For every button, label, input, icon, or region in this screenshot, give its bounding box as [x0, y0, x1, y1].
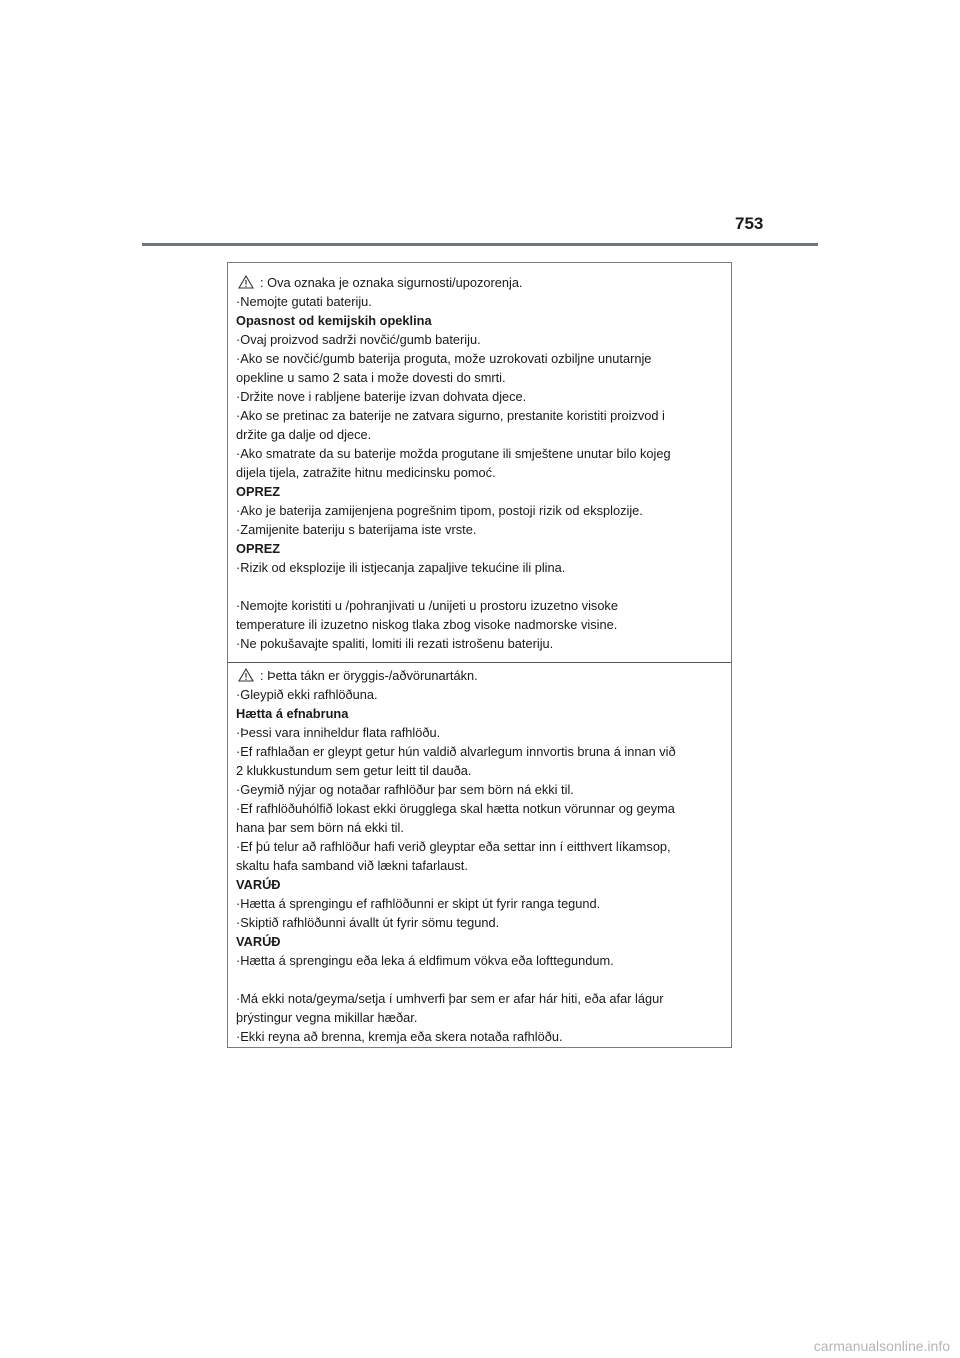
warning-line-text: VARÚÐ	[236, 934, 281, 949]
warning-line-text: ·Gleypið ekki rafhlöðuna.	[236, 687, 378, 702]
warning-line	[236, 425, 371, 444]
warning-line-text: ·Ne pokušavajte spaliti, lomiti ili rezati istrošenu bateriju.	[236, 636, 554, 651]
warning-heading	[236, 704, 348, 723]
warning-line	[236, 761, 471, 780]
warning-line	[236, 406, 665, 425]
warning-line-text: : Ova oznaka je oznaka sigurnosti/upozorenja.	[260, 275, 523, 290]
warning-line	[236, 520, 476, 539]
warning-line-text: OPREZ	[236, 541, 281, 556]
warning-line-text: ·Ako je baterija zamijenjena pogrešnim tipom, postoji rizik od eksplozije.	[236, 503, 643, 518]
warning-line	[236, 368, 506, 387]
warning-line	[236, 837, 671, 856]
warning-line-text: ·Hætta á sprengingu eða leka á eldfimum vökva eða lofttegundum.	[236, 953, 614, 968]
warning-line-text: ·Ef rafhlöðuhólfið lokast ekki örugglega skal hætta notkun vörunnar og geyma	[236, 801, 675, 816]
warning-line-text: ·Má ekki nota/geyma/setja í umhverfi þar sem er afar hár hiti, eða afar lágur	[236, 991, 664, 1006]
header-rule	[142, 243, 818, 246]
warning-line-text: ·Nemojte gutati bateriju.	[236, 294, 372, 309]
warning-line-text: opekline u samo 2 sata i može dovesti do smrti.	[236, 370, 506, 385]
warning-line	[236, 799, 675, 818]
warning-line	[236, 856, 468, 875]
warning-line-text: : Þetta tákn er öryggis-/aðvörunartákn.	[260, 668, 478, 683]
warning-line-text: VARÚÐ	[236, 877, 281, 892]
warning-heading	[236, 932, 281, 951]
warning-line-text: ·Ako smatrate da su baterije možda progutane ili smještene unutar bilo kojeg	[236, 446, 671, 461]
warning-triangle-icon	[238, 275, 254, 289]
warning-line-text: Opasnost od kemijskih opeklina	[236, 313, 432, 328]
warning-line	[236, 818, 404, 837]
warning-line	[236, 780, 574, 799]
warning-section-icelandic	[228, 663, 731, 1053]
warning-line-text: ·Geymið nýjar og notaðar rafhlöður þar sem börn ná ekki til.	[236, 782, 574, 797]
warning-line	[236, 330, 481, 349]
warning-line	[236, 558, 565, 577]
warning-line	[236, 596, 618, 615]
battery-warning-box	[227, 262, 732, 1048]
warning-triangle-icon	[238, 668, 254, 682]
warning-line-text: ·Ekki reyna að brenna, kremja eða skera notaða rafhlöðu.	[236, 1029, 563, 1044]
warning-heading	[236, 482, 280, 501]
warning-line-text: temperature ili izuzetno niskog tlaka zbog visoke nadmorske visine.	[236, 617, 618, 632]
warning-heading	[236, 311, 432, 330]
warning-heading	[236, 539, 280, 558]
warning-line	[236, 685, 378, 704]
warning-line-text: ·Zamijenite bateriju s baterijama iste vrste.	[236, 522, 477, 537]
warning-line	[236, 501, 643, 520]
warning-line-text: þrýstingur vegna mikillar hæðar.	[236, 1010, 418, 1025]
page-number: 753	[735, 214, 764, 233]
warning-line-text: ·Rizik od eksplozije ili istjecanja zapaljive tekućine ili plina.	[236, 560, 566, 575]
warning-line	[236, 742, 676, 761]
warning-line-text: ·Nemojte koristiti u /pohranjivati u /unijeti u prostoru izuzetno visoke	[236, 598, 618, 613]
warning-line	[236, 989, 663, 1008]
warning-line	[236, 1008, 417, 1027]
warning-line	[236, 349, 651, 368]
warning-line	[236, 273, 523, 292]
warning-line	[236, 951, 614, 970]
warning-line-text: OPREZ	[236, 484, 281, 499]
warning-line	[236, 666, 478, 685]
warning-line-text: 2 klukkustundum sem getur leitt til dauða.	[236, 763, 472, 778]
warning-line-text: držite ga dalje od djece.	[236, 427, 372, 442]
watermark: carmanualsonline.info	[813, 1338, 950, 1354]
warning-line-text: ·Hætta á sprengingu ef rafhlöðunni er skipt út fyrir ranga tegund.	[236, 896, 601, 911]
warning-line	[236, 387, 526, 406]
warning-line-text: ·Ovaj proizvod sadrži novčić/gumb bateriju.	[236, 332, 481, 347]
warning-line	[236, 463, 496, 482]
warning-line	[236, 292, 372, 311]
warning-line-text: Hætta á efnabruna	[236, 706, 349, 721]
warning-line-text: ·Ef rafhlaðan er gleypt getur hún valdið alvarlegum innvortis bruna á innan við	[236, 744, 676, 759]
warning-line-text: hana þar sem börn ná ekki til.	[236, 820, 404, 835]
warning-line-text: ·Ako se novčić/gumb baterija proguta, može uzrokovati ozbiljne unutarnje	[236, 351, 652, 366]
warning-line-text: ·Držite nove i rabljene baterije izvan dohvata djece.	[236, 389, 527, 404]
warning-line-text: skaltu hafa samband við lækni tafarlaust.	[236, 858, 468, 873]
warning-line	[236, 634, 553, 653]
warning-line-text: ·Skiptið rafhlöðunni ávallt út fyrir sömu tegund.	[236, 915, 500, 930]
warning-line-text: ·Ako se pretinac za baterije ne zatvara sigurno, prestanite koristiti proizvod i	[236, 408, 665, 423]
warning-line	[236, 913, 499, 932]
warning-line	[236, 1027, 563, 1046]
warning-section-croatian	[228, 266, 731, 656]
warning-line	[236, 894, 600, 913]
warning-line	[236, 444, 671, 463]
warning-line-text: dijela tijela, zatražite hitnu medicinsku pomoć.	[236, 465, 496, 480]
warning-line	[236, 723, 440, 742]
warning-heading	[236, 875, 281, 894]
warning-line	[236, 615, 617, 634]
warning-line-text: ·Ef þú telur að rafhlöður hafi verið gleyptar eða settar inn í eitthvert líkamsop,	[236, 839, 671, 854]
warning-line-text: ·Þessi vara inniheldur flata rafhlöðu.	[236, 725, 441, 740]
